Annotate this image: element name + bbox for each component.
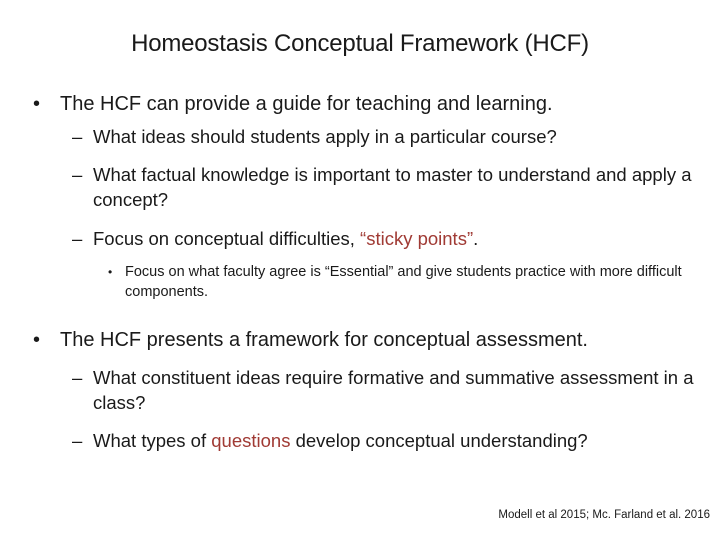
bullet-marker: • bbox=[108, 265, 113, 279]
bullet-2 bbox=[33, 328, 703, 352]
text-segment: . bbox=[473, 228, 479, 249]
bullet-1-sub-3-text bbox=[93, 226, 700, 251]
bullet-1-sub-1-text: What ideas should students apply in a particular course? bbox=[93, 126, 557, 147]
dash-marker: – bbox=[72, 126, 83, 147]
bullet-1-sub-3 bbox=[72, 226, 700, 251]
bullet-1-sub-1 bbox=[72, 124, 700, 149]
highlight-sticky-points: “sticky points” bbox=[360, 228, 474, 249]
bullet-1-sub-3-sub-1 bbox=[108, 262, 700, 302]
bullet-marker: • bbox=[33, 93, 41, 115]
bullet-marker: • bbox=[33, 329, 41, 351]
text-segment: develop conceptual understanding? bbox=[290, 430, 588, 451]
bullet-2-sub-1-text: What constituent ideas require formative and summative assessment in a class? bbox=[93, 367, 694, 413]
bullet-2-sub-1 bbox=[72, 365, 700, 415]
text-segment: Focus on conceptual difficulties, bbox=[93, 228, 361, 249]
bullet-1 bbox=[33, 92, 703, 116]
bullet-2-text: The HCF presents a framework for conceptual assessment. bbox=[60, 329, 588, 351]
highlight-questions: questions bbox=[211, 430, 291, 451]
bullet-2-sub-2 bbox=[72, 428, 700, 453]
bullet-2-sub-2-text bbox=[93, 428, 700, 453]
dash-marker: – bbox=[72, 430, 83, 451]
dash-marker: – bbox=[72, 228, 83, 249]
bullet-1-sub-2-text: What factual knowledge is important to master to understand and apply a concept? bbox=[93, 164, 692, 210]
dash-marker: – bbox=[72, 367, 83, 388]
bullet-1-sub-3-sub-1-text: Focus on what faculty agree is “Essential” and give students practice with more difficult components. bbox=[125, 264, 682, 300]
dash-marker: – bbox=[72, 164, 83, 185]
slide-title: Homeostasis Conceptual Framework (HCF) bbox=[131, 30, 589, 57]
citation-footer: Modell et al 2015; Mc. Farland et al. 2016 bbox=[498, 509, 710, 521]
bullet-1-sub-2 bbox=[72, 162, 700, 212]
text-segment: What types of bbox=[93, 430, 212, 451]
bullet-1-text: The HCF can provide a guide for teaching and learning. bbox=[60, 93, 553, 115]
